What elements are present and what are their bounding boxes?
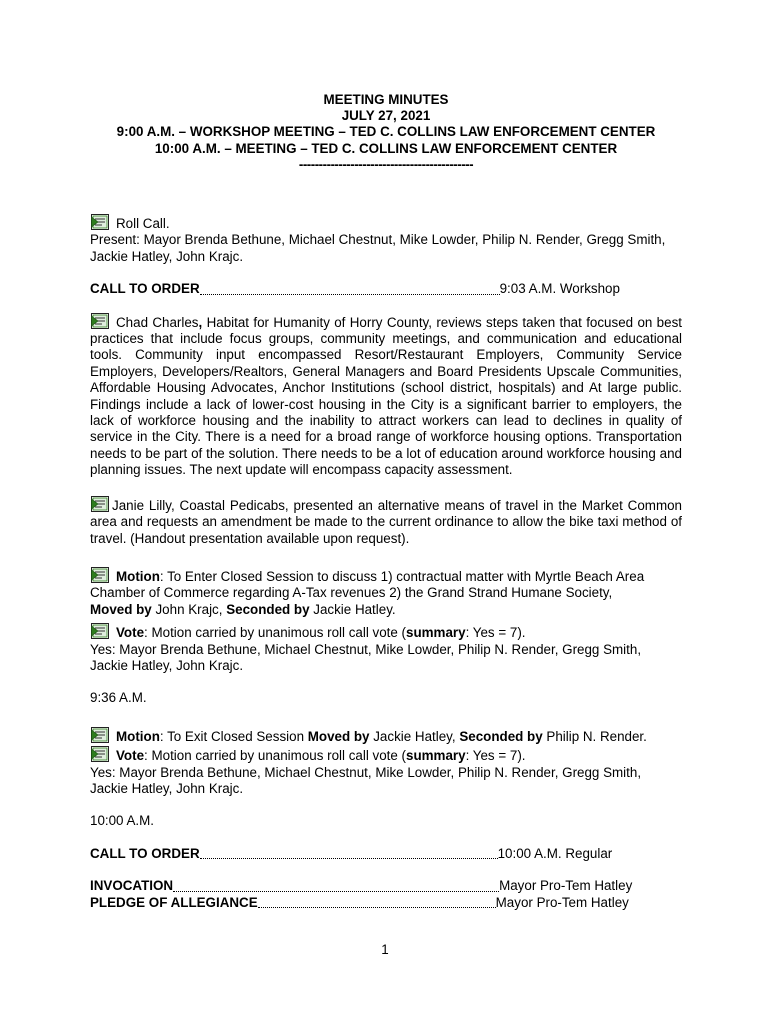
invocation-person: Mayor Pro-Tem Hatley xyxy=(499,878,633,894)
time-stamp: 9:36 A.M. xyxy=(90,690,147,706)
document-title: MEETING MINUTES xyxy=(323,92,449,107)
comment-note-icon[interactable] xyxy=(90,214,110,230)
call-to-order-regular xyxy=(90,846,682,862)
vote-yes-list: Yes: Mayor Brenda Bethune, Michael Chestnut, Mike Lowder, Philip N. Render, Gregg Smith, Jackie Hatley, John Krajc. xyxy=(90,641,642,673)
header-rule: -------------------------------------------- xyxy=(298,156,474,172)
speaker-name: Chad Charles xyxy=(116,314,199,330)
call-to-order-time: 9:03 A.M. Workshop xyxy=(499,281,620,297)
dot-leader xyxy=(173,891,499,892)
roll-call-present: Present: Mayor Brenda Bethune, Michael Chestnut, Mike Lowder, Philip N. Render, Gregg Smith, Jackie Hatley, John Krajc. xyxy=(90,232,666,264)
time-stamp: 10:00 A.M. xyxy=(90,813,155,829)
call-to-order-time: 10:00 A.M. Regular xyxy=(497,845,613,861)
call-to-order-label: CALL TO ORDER xyxy=(90,281,200,297)
motion-text: : To Enter Closed Session to discuss 1) contractual matter with Myrtle Beach Area Chamber of Commerce regarding A-Tax revenues 2) the Grand Strand Humane Society, xyxy=(90,568,645,601)
pledge-person: Mayor Pro-Tem Hatley xyxy=(495,894,629,910)
comment-note-icon[interactable] xyxy=(90,567,110,583)
seconded-by-label: Seconded by xyxy=(226,601,310,617)
document-header xyxy=(90,92,682,173)
vote-enter-closed-session xyxy=(90,623,682,641)
summary-text: : Yes = 7). xyxy=(465,748,526,764)
comment-note-icon[interactable] xyxy=(90,727,110,743)
seconded-by-name: Philip N. Render. xyxy=(542,728,647,744)
summary-text: : Yes = 7). xyxy=(465,625,526,641)
speaker-comma: , xyxy=(198,314,203,330)
janie-text: Janie Lilly, Coastal Pedicabs, presented an alternative means of travel in the Market Common area and requests an amendment be made to the current ordinance to allow the bike taxi method of travel. (Handout presentation available upon request). xyxy=(90,497,682,546)
workshop-line: 9:00 A.M. – WORKSHOP MEETING – TED C. COLLINS LAW ENFORCEMENT CENTER xyxy=(116,124,656,140)
moved-by-name: John Krajc, xyxy=(151,601,227,617)
seconded-by-label: Seconded by xyxy=(459,728,543,744)
call-to-order-workshop xyxy=(90,281,682,297)
pledge-line xyxy=(90,895,682,911)
dot-leader xyxy=(200,858,498,859)
chad-text: Habitat for Humanity of Horry County, reviews steps taken that focused on best practices that include focus groups, community meetings, and communication and educational tools. Community input encompassed Resort/Restaurant Employers, Community Service Employers, Developers/Realtors, General Managers and Board Presidents Upscale Communities, Affordable Housing Advocates, Anchor Institutions (school district, hospitals) and At large public. Findings include a lack of lower-cost housing in the City is a significant barrier to employers, the lack of workforce housing and the inability to attract workers can lead to declines in quality of service in the City. There is a need for a broad range of workforce housing options. Transportation needs to be part of the solution. There needs to be a lot of education around workforce housing and planning issues. The next update will encompass capacity assessment. xyxy=(90,314,682,478)
comment-note-icon[interactable] xyxy=(90,313,110,329)
document-page xyxy=(90,92,682,911)
motion-text: : To Exit Closed Session xyxy=(159,728,308,744)
seconded-by-name: Jackie Hatley. xyxy=(309,601,396,617)
vote-text: : Motion carried by unanimous roll call vote ( xyxy=(144,625,407,641)
motion-label: Motion xyxy=(116,568,160,584)
janie-lilly-paragraph xyxy=(90,496,682,547)
invocation-line xyxy=(90,878,682,894)
roll-call-section xyxy=(90,214,682,265)
moved-by-name: Jackie Hatley, xyxy=(369,728,460,744)
summary-label: summary xyxy=(406,625,466,641)
vote-label: Vote xyxy=(116,748,145,764)
call-to-order-label: CALL TO ORDER xyxy=(90,845,200,861)
roll-call-title: Roll Call. xyxy=(116,216,170,232)
comment-note-icon[interactable] xyxy=(90,496,110,512)
page-number: 1 xyxy=(381,942,389,957)
dot-leader xyxy=(200,294,500,295)
invocation-label: INVOCATION xyxy=(90,878,174,894)
comment-note-icon[interactable] xyxy=(90,623,110,639)
chad-charles-paragraph xyxy=(90,313,682,479)
vote-yes-list: Yes: Mayor Brenda Bethune, Michael Chestnut, Mike Lowder, Philip N. Render, Gregg Smith, Jackie Hatley, John Krajc. xyxy=(90,764,642,796)
motion-label: Motion xyxy=(116,728,160,744)
comment-note-icon[interactable] xyxy=(90,746,110,762)
vote-exit-closed-session xyxy=(90,746,682,764)
motion-enter-closed-session xyxy=(90,567,682,618)
summary-label: summary xyxy=(406,748,466,764)
meeting-date: JULY 27, 2021 xyxy=(341,108,431,124)
vote-text: : Motion carried by unanimous roll call vote ( xyxy=(144,748,407,764)
pledge-label: PLEDGE OF ALLEGIANCE xyxy=(90,894,258,910)
meeting-line: 10:00 A.M. – MEETING – TED C. COLLINS LAW ENFORCEMENT CENTER xyxy=(154,140,618,156)
dot-leader xyxy=(258,907,496,908)
motion-exit-closed-session xyxy=(90,727,682,745)
moved-by-label: Moved by xyxy=(307,728,370,744)
moved-by-label: Moved by xyxy=(90,601,152,617)
vote-label: Vote xyxy=(116,625,145,641)
